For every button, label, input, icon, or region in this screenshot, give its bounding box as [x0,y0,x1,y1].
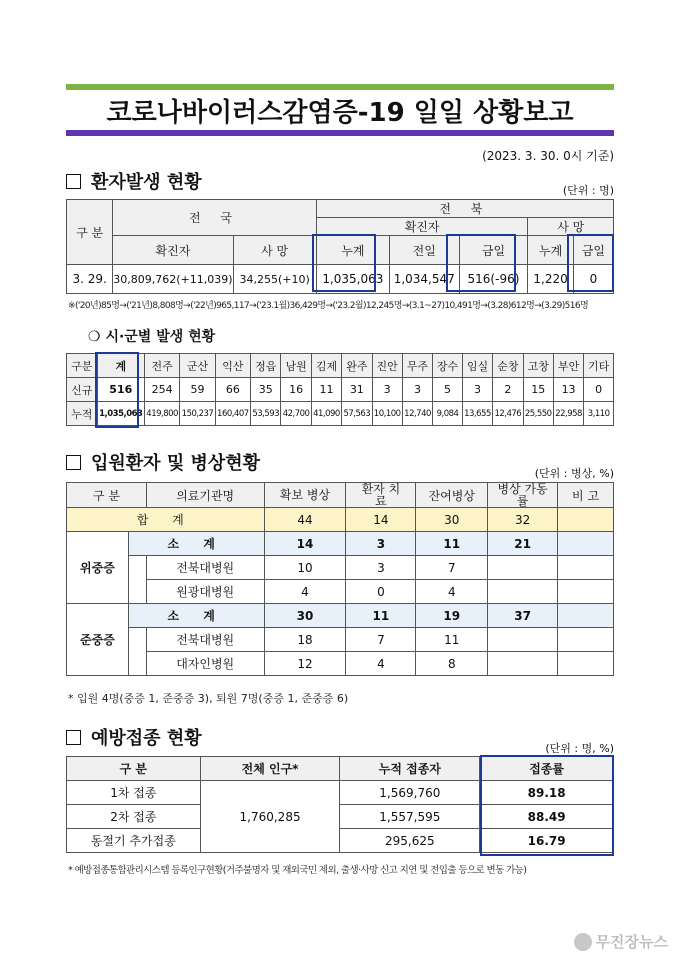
patients-unit: (단위 : 명) [562,184,614,197]
regional-col-header: 순창 [493,354,523,378]
title-bottom-band [66,130,614,136]
regional-new-cell: 59 [180,378,215,402]
regional-cum-cell: 25,550 [523,402,553,426]
beds-total-patients: 14 [346,508,416,532]
vaccine-row-rate: 88.49 [480,805,614,829]
watermark-text: 무진장뉴스 [595,933,668,951]
regional-cum-cell: 160,407 [215,402,250,426]
patients-h-jeonbuk: 전 북 [316,200,613,218]
beds-h-secured: 확보 병상 [264,483,346,508]
beds-h-remaining: 잔여병상 [416,483,488,508]
regional-new-cell: 15 [523,378,553,402]
regional-col-header: 계 [97,354,144,378]
section-patients-title: 환자발생 현황 [91,172,202,193]
table-row [67,402,614,426]
patients-h-cumulative: 누계 [316,236,389,265]
patients-h-jb-confirmed: 확진자 [316,218,528,236]
beds-moderate-remark [558,604,614,628]
beds-cell [488,652,558,676]
beds-h-gubun: 구 분 [67,483,147,508]
vaccine-row-rate: 89.18 [480,781,614,805]
regional-col-header: 임실 [462,354,492,378]
regional-cum-label: 누적 [67,402,98,426]
page-title: 코로나바이러스감염증-19 일일 상황보고 [106,97,574,128]
national-deaths: 34,255(+10) [233,265,316,294]
regional-col-header: 기타 [584,354,614,378]
beds-moderate-remaining: 19 [416,604,488,628]
regional-new-label: 신규 [67,378,98,402]
regional-new-cell: 16 [281,378,311,402]
beds-cell: 10 [264,556,346,580]
beds-h-patients: 환자 치료 [346,483,416,508]
regional-cum-cell: 13,655 [462,402,492,426]
table-row [67,781,614,805]
checkbox-icon [66,455,81,470]
vaccine-row-cumulative: 1,569,760 [340,781,480,805]
beds-note: * 입원 4명(중증 1, 준중증 3), 퇴원 7명(중증 1, 준중증 6) [68,692,349,705]
regional-col-header: 무주 [402,354,432,378]
beds-cell: 4 [264,580,346,604]
regional-col-header: 전주 [144,354,179,378]
regional-col-header: 김제 [311,354,341,378]
vaccine-table [66,756,614,853]
patients-h-today: 금일 [459,236,528,265]
jb-prevday: 1,034,547 [390,265,460,294]
regional-new-cell: 0 [584,378,614,402]
beds-hospital-name: 전북대병원 [146,628,264,652]
checkbox-icon [66,174,81,189]
jb-death-cum: 1,220 [528,265,573,294]
section-beds-title: 입원환자 및 병상현황 [91,453,261,474]
jb-today: 516(-96) [459,265,528,294]
beds-cell [488,580,558,604]
beds-moderate-secured: 30 [264,604,346,628]
regional-new-cell: 5 [433,378,463,402]
beds-cell: 3 [346,556,416,580]
regional-cum-cell: 9,084 [433,402,463,426]
beds-moderate-subtotal-label: 소 계 [128,604,264,628]
section-patients [66,168,202,194]
beds-hospital-name: 대자인병원 [146,652,264,676]
jb-cumulative: 1,035,063 [316,265,389,294]
regional-cum-cell: 419,800 [144,402,179,426]
beds-unit: (단위 : 병상, %) [534,467,614,480]
beds-cell: 18 [264,628,346,652]
beds-hospital-name: 전북대병원 [146,556,264,580]
section-regional [88,326,215,346]
regional-new-cell: 35 [251,378,281,402]
patients-h-jb-deaths: 사 망 [528,218,614,236]
regional-new-cell: 13 [553,378,583,402]
beds-moderate-label: 준중증 [67,604,129,676]
table-row [67,604,614,628]
table-row [67,378,614,402]
circle-bullet-icon: ❍ [88,329,106,345]
regional-table [66,353,614,426]
beds-cell: 4 [416,580,488,604]
beds-cell: 12 [264,652,346,676]
regional-cum-cell: 53,593 [251,402,281,426]
patients-h-death-cum: 누계 [528,236,573,265]
beds-h-institution: 의료기관명 [146,483,264,508]
beds-total-secured: 44 [264,508,346,532]
table-row [67,580,614,604]
table-row [67,265,614,294]
table-row [67,556,614,580]
patients-table [66,199,614,294]
beds-cell [488,556,558,580]
regional-col-header: 정읍 [251,354,281,378]
patients-h-national: 전 국 [113,200,316,236]
table-row [67,829,614,853]
table-row [67,652,614,676]
section-vaccine-title: 예방접종 현황 [91,728,202,749]
regional-col-header: 부안 [553,354,583,378]
regional-col-header: 장수 [433,354,463,378]
beds-cell: 7 [346,628,416,652]
regional-col-header: 고창 [523,354,553,378]
checkbox-icon [66,730,81,745]
vaccine-h-population: 전체 인구* [200,757,340,781]
regional-new-cell: 516 [97,378,144,402]
regional-cum-cell: 10,100 [372,402,402,426]
regional-new-cell: 11 [311,378,341,402]
regional-cum-cell: 12,476 [493,402,523,426]
regional-cum-cell: 41,090 [311,402,341,426]
regional-col-header: 익산 [215,354,250,378]
vaccine-row-label: 2차 접종 [67,805,201,829]
beds-severe-secured: 14 [264,532,346,556]
standard-time: (2023. 3. 30. 0시 기준) [482,149,614,163]
beds-cell: 0 [346,580,416,604]
beds-severe-label: 위중증 [67,532,129,604]
patients-h-nat-deaths: 사 망 [233,236,316,265]
beds-moderate-rate: 37 [488,604,558,628]
title-box [66,90,614,130]
regional-cum-cell: 150,237 [180,402,215,426]
regional-new-cell: 3 [402,378,432,402]
beds-indent-cell [128,556,146,604]
regional-col-header: 완주 [342,354,372,378]
regional-col-header: 군산 [180,354,215,378]
vaccine-h-cumulative: 누적 접종자 [340,757,480,781]
table-row [67,532,614,556]
beds-cell: 8 [416,652,488,676]
vaccine-h-gubun: 구 분 [67,757,201,781]
beds-severe-subtotal-label: 소 계 [128,532,264,556]
vaccine-row-cumulative: 295,625 [340,829,480,853]
patients-h-prevday: 전일 [390,236,460,265]
vaccine-row-label: 동절기 추가접종 [67,829,201,853]
beds-severe-remaining: 11 [416,532,488,556]
vaccine-row-cumulative: 1,557,595 [340,805,480,829]
patients-h-death-today: 금일 [573,236,613,265]
regional-new-cell: 31 [342,378,372,402]
regional-cum-cell: 1,035,063 [97,402,144,426]
section-beds [66,449,260,475]
beds-severe-patients: 3 [346,532,416,556]
regional-col-header: 남원 [281,354,311,378]
jb-death-today: 0 [573,265,613,294]
patients-trend-note: ※('20년)85명→('21년)8,808명→('22년)965,117→('23.1월)36,429명→('23.2월)12,245명→(3.1~27)10,491명→(3.28)612명→(3.29)516명 [68,301,589,311]
vaccine-unit: (단위 : 명, %) [545,742,614,755]
regional-col-header: 진안 [372,354,402,378]
beds-total-remaining: 30 [416,508,488,532]
regional-new-cell: 3 [372,378,402,402]
watermark [574,931,668,952]
beds-h-rate: 병상 가동률 [488,483,558,508]
national-confirmed: 30,809,762(+11,039) [113,265,233,294]
beds-moderate-patients: 11 [346,604,416,628]
beds-cell [488,628,558,652]
beds-cell: 4 [346,652,416,676]
regional-cum-cell: 3,110 [584,402,614,426]
beds-cell: 11 [416,628,488,652]
beds-indent-cell [128,628,146,676]
vaccine-row-label: 1차 접종 [67,781,201,805]
regional-cum-cell: 22,958 [553,402,583,426]
vaccine-row-rate: 16.79 [480,829,614,853]
vaccine-population: 1,760,285 [200,781,340,853]
beds-cell [558,556,614,580]
table-row [67,508,614,532]
vaccine-h-rate: 접종률 [480,757,614,781]
beds-total-remark [558,508,614,532]
beds-cell [558,652,614,676]
patients-date: 3. 29. [67,265,113,294]
beds-cell: 7 [416,556,488,580]
beds-cell [558,580,614,604]
patients-h-nat-confirmed: 확진자 [113,236,233,265]
beds-severe-remark [558,532,614,556]
beds-h-remark: 비 고 [558,483,614,508]
beds-total-label: 합 계 [67,508,265,532]
beds-table [66,482,614,676]
section-regional-title: 시·군별 발생 현황 [105,329,216,345]
watermark-logo-icon [574,933,592,951]
table-row [67,628,614,652]
beds-hospital-name: 원광대병원 [146,580,264,604]
beds-total-rate: 32 [488,508,558,532]
regional-new-cell: 2 [493,378,523,402]
beds-severe-rate: 21 [488,532,558,556]
regional-cum-cell: 57,563 [342,402,372,426]
beds-cell [558,628,614,652]
regional-cum-cell: 12,740 [402,402,432,426]
regional-cum-cell: 42,700 [281,402,311,426]
patients-h-gubun: 구 분 [67,200,113,265]
vaccine-note: * 예방접종통합관리시스템 등록인구현황(거주불명자 및 재외국민 제외, 출생·사망 신고 지연 및 전입출 등으로 변동 가능) [68,865,527,876]
regional-new-cell: 3 [462,378,492,402]
regional-new-cell: 66 [215,378,250,402]
section-vaccine [66,724,202,750]
table-row [67,805,614,829]
regional-new-cell: 254 [144,378,179,402]
regional-h-gubun: 구분 [67,354,98,378]
